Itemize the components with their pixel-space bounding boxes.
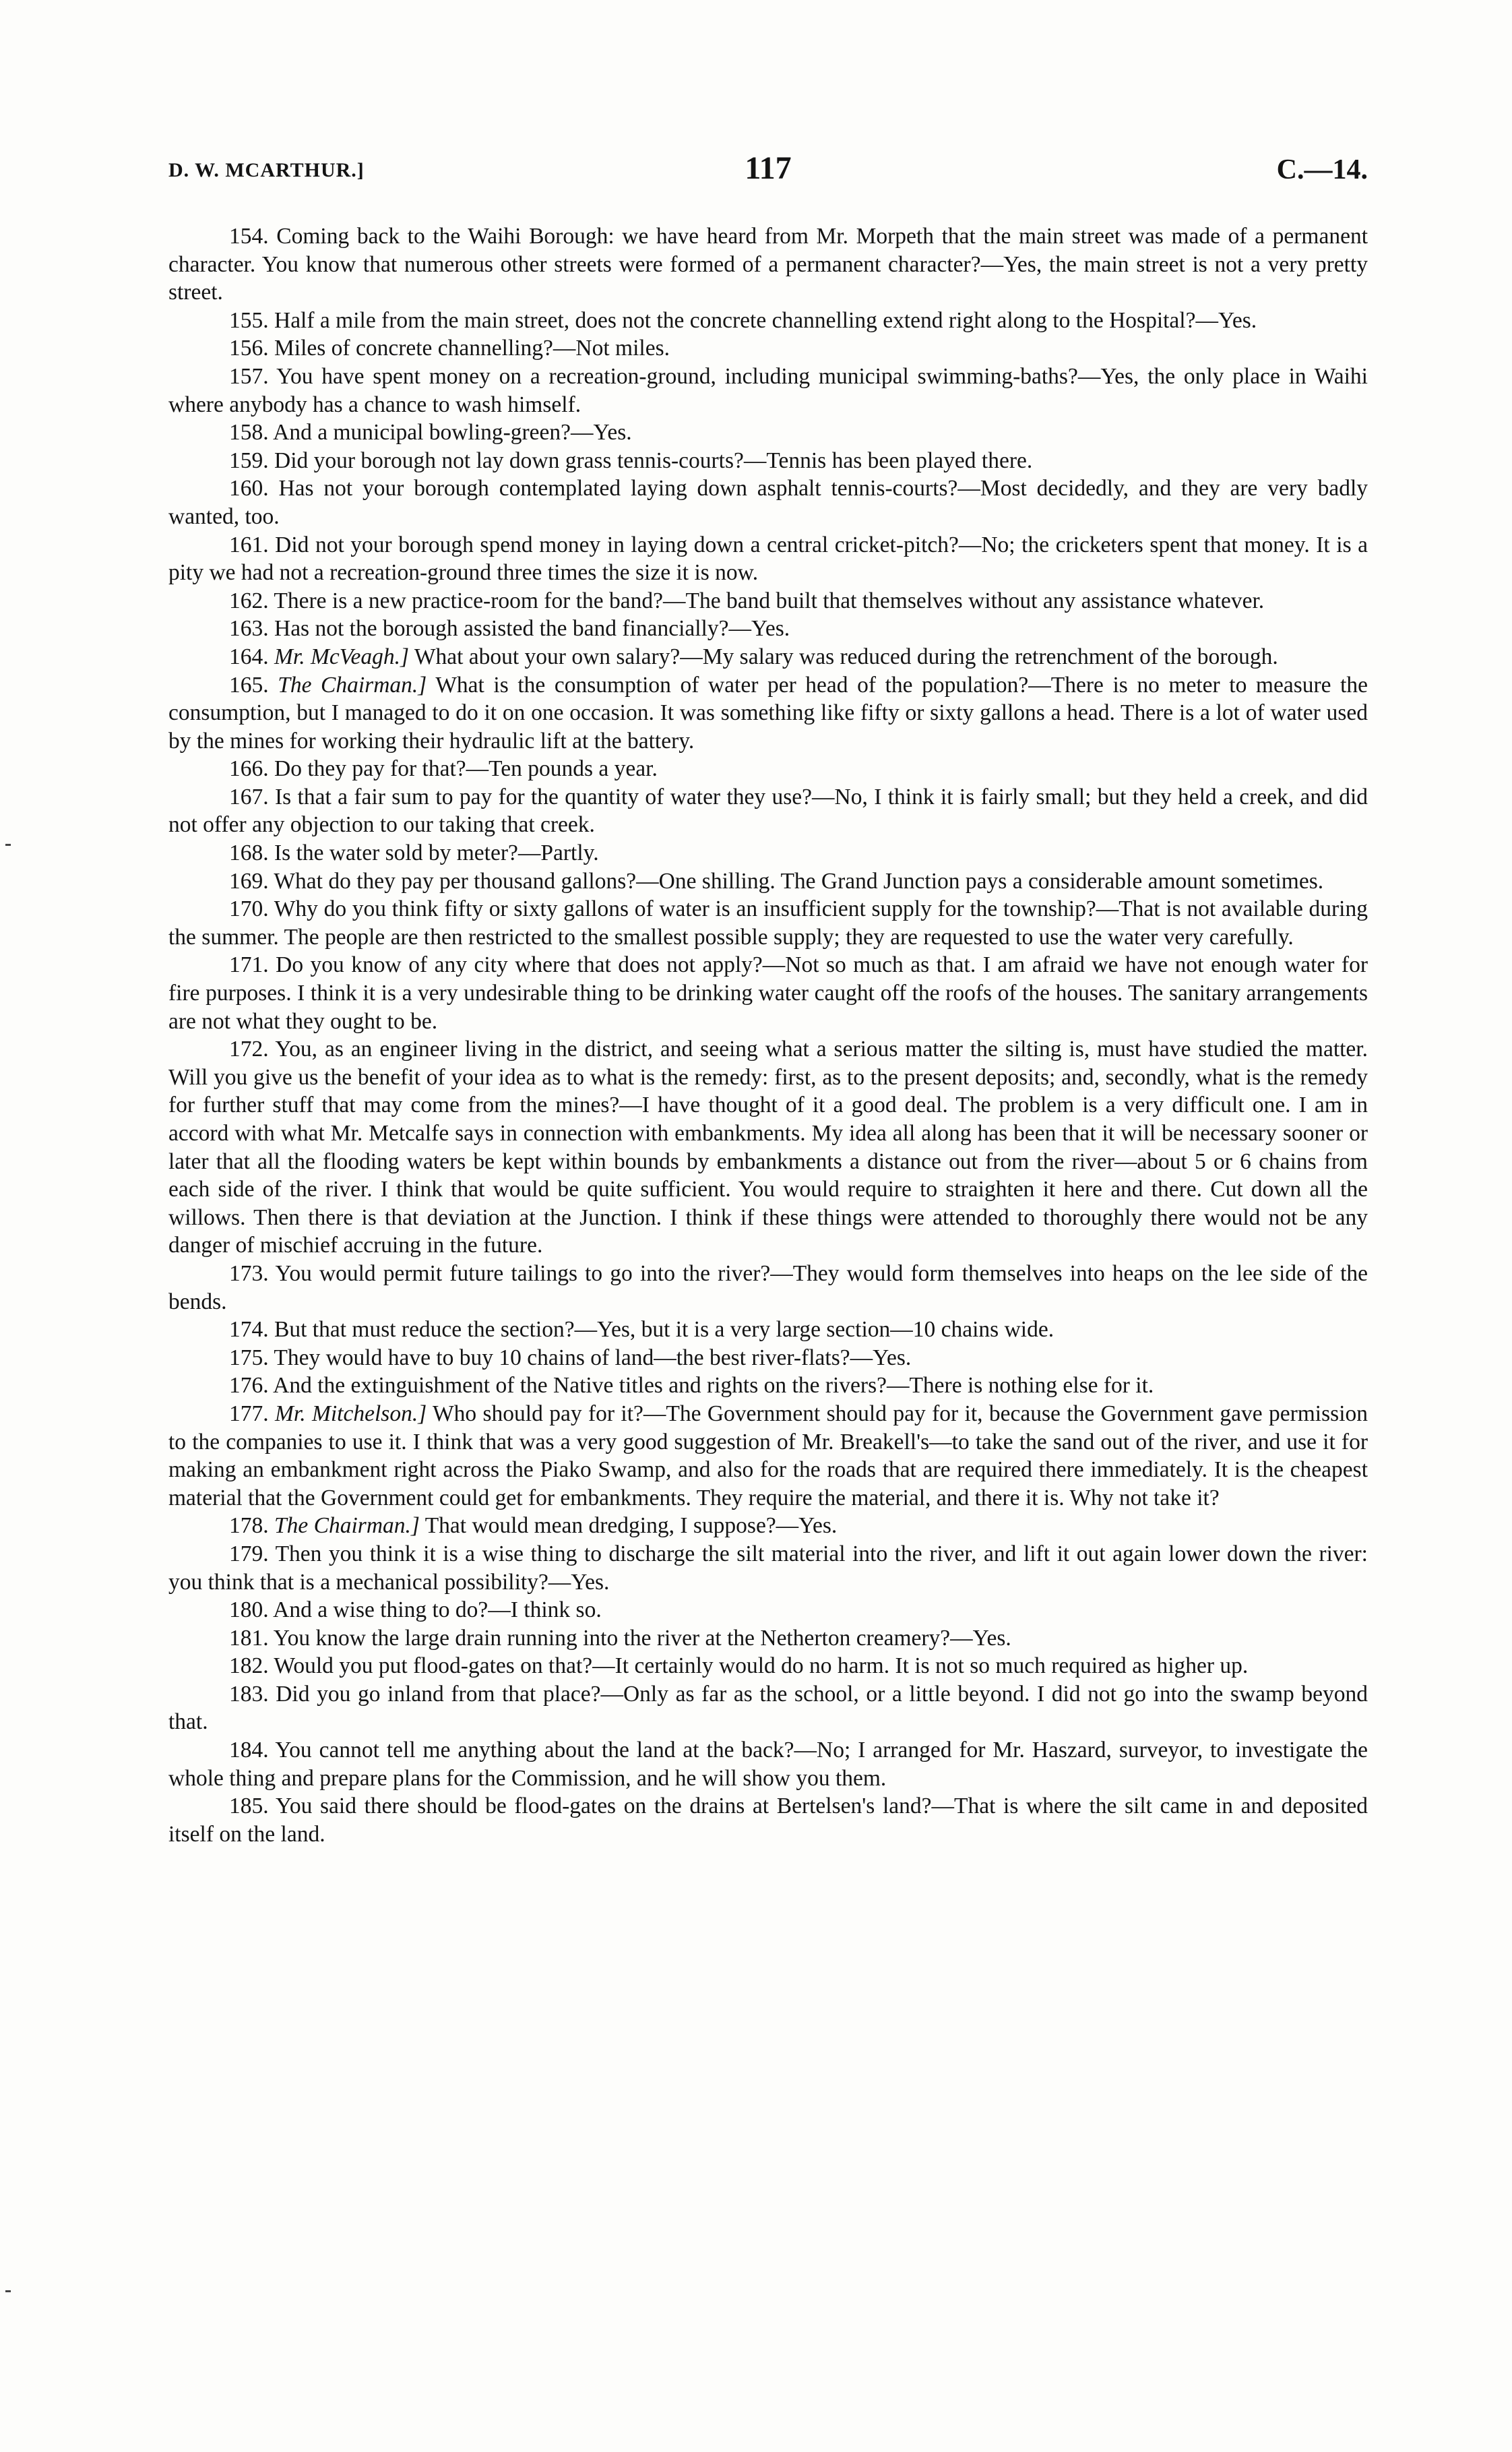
question-answer-text: You have spent money on a recreation-ground, including municipal swimming-baths?—Yes, the only place in Waihi where anybody has a chance to wash himself. <box>168 363 1368 417</box>
question-answer-text: Coming back to the Waihi Borough: we have heard from Mr. Morpeth that the main street was made of a permanent character. You know that numerous other streets were formed of a permanent character?—Yes, the main street is not a very pretty street. <box>168 224 1368 305</box>
testimony-paragraph <box>168 474 1368 530</box>
question-number: 173. <box>229 1260 269 1286</box>
testimony-body <box>168 222 1368 1848</box>
testimony-paragraph <box>168 1624 1368 1653</box>
margin-mark <box>5 844 11 846</box>
question-answer-text: What is the consumption of water per head of the population?—There is no meter to measure the consumption, but I managed to do it on one occasion. It was something like fifty or sixty gallons a head. There is a lot of water used by the mines for working their hydraulic lift at the battery. <box>168 672 1368 754</box>
question-answer-text: You know the large drain running into the river at the Netherton creamery?—Yes. <box>273 1625 1011 1651</box>
testimony-paragraph <box>168 895 1368 951</box>
question-answer-text: And the extinguishment of the Native titles and rights on the rivers?—There is nothing else for it. <box>273 1373 1154 1399</box>
question-number: 180. <box>229 1597 269 1623</box>
question-number: 181. <box>229 1625 269 1651</box>
testimony-paragraph <box>168 587 1368 615</box>
document-reference: C.—14. <box>1276 154 1368 185</box>
question-number: 169. <box>229 868 269 894</box>
testimony-paragraph <box>168 1792 1368 1848</box>
question-answer-text: Has not your borough contemplated laying down asphalt tennis-courts?—Most decidedly, and they are very badly wanted, too. <box>168 476 1368 529</box>
testimony-paragraph <box>168 1316 1368 1344</box>
speaker-label: Mr. McVeagh.] <box>274 644 410 669</box>
question-answer-text: Do they pay for that?—Ten pounds a year. <box>274 756 658 782</box>
question-answer-text: Is that a fair sum to pay for the quantity of water they use?—No, I think it is fairly small; but they held a creek, and did not offer any objection to our taking that creek. <box>168 784 1368 838</box>
question-number: 154. <box>229 224 269 249</box>
question-answer-text: You cannot tell me anything about the land at the back?—No; I arranged for Mr. Haszard, surveyor, to investigate the whole thing and prepare plans for the Commission, and he will show you them. <box>168 1738 1368 1791</box>
question-answer-text: That would mean dredging, I suppose?—Yes. <box>424 1513 838 1539</box>
question-number: 185. <box>229 1794 269 1819</box>
question-answer-text: And a wise thing to do?—I think so. <box>273 1597 602 1623</box>
testimony-paragraph <box>168 1260 1368 1316</box>
question-number: 168. <box>229 840 269 866</box>
testimony-paragraph <box>168 1512 1368 1540</box>
question-answer-text: Did not your borough spend money in laying down a central cricket-pitch?—No; the cricketers spent that money. It is a pity we had not a recreation-ground three times the size it is now. <box>168 532 1368 586</box>
question-answer-text: And a municipal bowling-green?—Yes. <box>273 420 632 446</box>
testimony-paragraph <box>168 671 1368 756</box>
question-number: 155. <box>229 307 269 333</box>
testimony-paragraph <box>168 1035 1368 1260</box>
testimony-paragraph <box>168 1680 1368 1736</box>
question-answer-text: Do you know of any city where that does not apply?—Not so much as that. I am afraid we have not enough water for fire purposes. I think it is a very undesirable thing to be drinking water caught off the roofs of the houses. The sanitary arrangements are not what they ought to be. <box>168 952 1368 1034</box>
speaker-label: The Chairman.] <box>274 1513 420 1539</box>
question-answer-text: Would you put flood-gates on that?—It certainly would do no harm. It is not so much required as higher up. <box>274 1653 1249 1679</box>
question-answer-text: What about your own salary?—My salary was reduced during the retrenchment of the borough. <box>414 644 1278 669</box>
question-number: 165. <box>229 672 269 698</box>
question-number: 176. <box>229 1373 269 1399</box>
testimony-paragraph <box>168 867 1368 896</box>
question-answer-text: Miles of concrete channelling?—Not miles. <box>274 336 670 361</box>
question-answer-text: Half a mile from the main street, does not the concrete channelling extend right along to the Hospital?—Yes. <box>274 307 1257 333</box>
question-number: 171. <box>229 952 269 978</box>
testimony-paragraph <box>168 1652 1368 1680</box>
testimony-paragraph <box>168 307 1368 335</box>
question-answer-text: You said there should be flood-gates on the drains at Bertelsen's land?—That is where the silt came in and deposited itself on the land. <box>168 1794 1368 1847</box>
question-number: 160. <box>229 476 269 501</box>
question-answer-text: Who should pay for it?—The Government should pay for it, because the Government gave permission to the companies to use it. I think that was a very good suggestion of Mr. Breakell's—to take the sand out of the river, and use it for making an embankment right across the Piako Swamp, and also for the roads that are required there immediately. It is the cheapest material that the Government could get for embankments. They require the material, and there it is. Why not take it? <box>168 1401 1368 1510</box>
testimony-paragraph <box>168 615 1368 643</box>
testimony-paragraph <box>168 1540 1368 1596</box>
testimony-paragraph <box>168 419 1368 447</box>
question-number: 184. <box>229 1738 269 1763</box>
question-answer-text: There is a new practice-room for the band?—The band built that themselves without any assistance whatever. <box>274 588 1265 613</box>
testimony-paragraph <box>168 951 1368 1035</box>
testimony-paragraph <box>168 1596 1368 1624</box>
question-answer-text: What do they pay per thousand gallons?—One shilling. The Grand Junction pays a considerable amount sometimes. <box>274 868 1324 894</box>
testimony-paragraph <box>168 1372 1368 1400</box>
question-number: 161. <box>229 532 269 557</box>
question-number: 158. <box>229 420 269 446</box>
question-number: 156. <box>229 336 269 361</box>
question-answer-text: You, as an engineer living in the district, and seeing what a serious matter the silting is, must have studied the matter. Will you give us the benefit of your idea as to what is the remedy: first, as to the present deposits; and, secondly, what is the remedy for further stuff that may come from the mines?—I have thought of it a good deal. The problem is a very difficult one. I am in accord with what Mr. Metcalfe says in connection with embankments. My idea all along has been that it will be necessary sooner or later that all the flooding waters be kept within bounds by embankments a distance out from the river—about 5 or 6 chains from each side of the river. I think that would be quite sufficient. You would require to straighten it here and there. Cut down all the willows. Then there is that deviation at the Junction. I think if these things were attended to thoroughly there would not be any danger of mischief accruing in the future. <box>168 1037 1368 1258</box>
question-answer-text: Then you think it is a wise thing to discharge the silt material into the river, and lift it out again lower down the river: you think that is a mechanical possibility?—Yes. <box>168 1541 1368 1595</box>
question-answer-text: Is the water sold by meter?—Partly. <box>274 840 599 866</box>
question-number: 163. <box>229 616 269 642</box>
testimony-paragraph <box>168 447 1368 475</box>
question-answer-text: Did your borough not lay down grass tennis-courts?—Tennis has been played there. <box>274 448 1033 473</box>
testimony-paragraph <box>168 1344 1368 1372</box>
question-number: 167. <box>229 784 269 809</box>
question-number: 177. <box>229 1401 269 1426</box>
margin-mark <box>5 2290 11 2292</box>
question-number: 170. <box>229 896 269 922</box>
testimony-paragraph <box>168 1400 1368 1512</box>
testimony-paragraph <box>168 222 1368 307</box>
testimony-paragraph <box>168 531 1368 587</box>
testimony-paragraph <box>168 363 1368 419</box>
header-witness-name: D. W. MCARTHUR.] <box>168 159 365 181</box>
testimony-paragraph <box>168 755 1368 783</box>
question-number: 172. <box>229 1037 269 1062</box>
testimony-paragraph <box>168 643 1368 671</box>
question-number: 159. <box>229 448 269 473</box>
testimony-paragraph <box>168 783 1368 839</box>
question-number: 183. <box>229 1681 269 1707</box>
question-answer-text: But that must reduce the section?—Yes, but it is a very large section—10 chains wide. <box>274 1317 1054 1343</box>
question-number: 157. <box>229 363 269 389</box>
question-number: 174. <box>229 1317 269 1343</box>
testimony-paragraph <box>168 334 1368 363</box>
question-answer-text: Why do you think fifty or sixty gallons of water is an insufficient supply for the township?—That is not available during the summer. The people are then restricted to the smallest possible supply; they are requested to use the water very carefully. <box>168 896 1368 950</box>
question-number: 182. <box>229 1653 269 1679</box>
question-number: 166. <box>229 756 269 782</box>
question-number: 175. <box>229 1345 269 1370</box>
question-answer-text: Has not the borough assisted the band financially?—Yes. <box>274 616 790 642</box>
question-answer-text: Did you go inland from that place?—Only as far as the school, or a little beyond. I did not go into the swamp beyond that. <box>168 1681 1368 1735</box>
question-number: 164. <box>229 644 269 669</box>
question-number: 179. <box>229 1541 269 1566</box>
testimony-paragraph <box>168 839 1368 867</box>
question-number: 162. <box>229 588 269 613</box>
question-number: 178. <box>229 1513 269 1539</box>
page-header <box>168 150 1368 204</box>
testimony-paragraph <box>168 1736 1368 1792</box>
page-number: 117 <box>745 150 792 186</box>
speaker-label: The Chairman.] <box>278 672 427 698</box>
speaker-label: Mr. Mitchelson.] <box>275 1401 427 1426</box>
question-answer-text: You would permit future tailings to go into the river?—They would form themselves into heaps on the lee side of the bends. <box>168 1260 1368 1314</box>
question-answer-text: They would have to buy 10 chains of land—the best river-flats?—Yes. <box>274 1345 912 1370</box>
